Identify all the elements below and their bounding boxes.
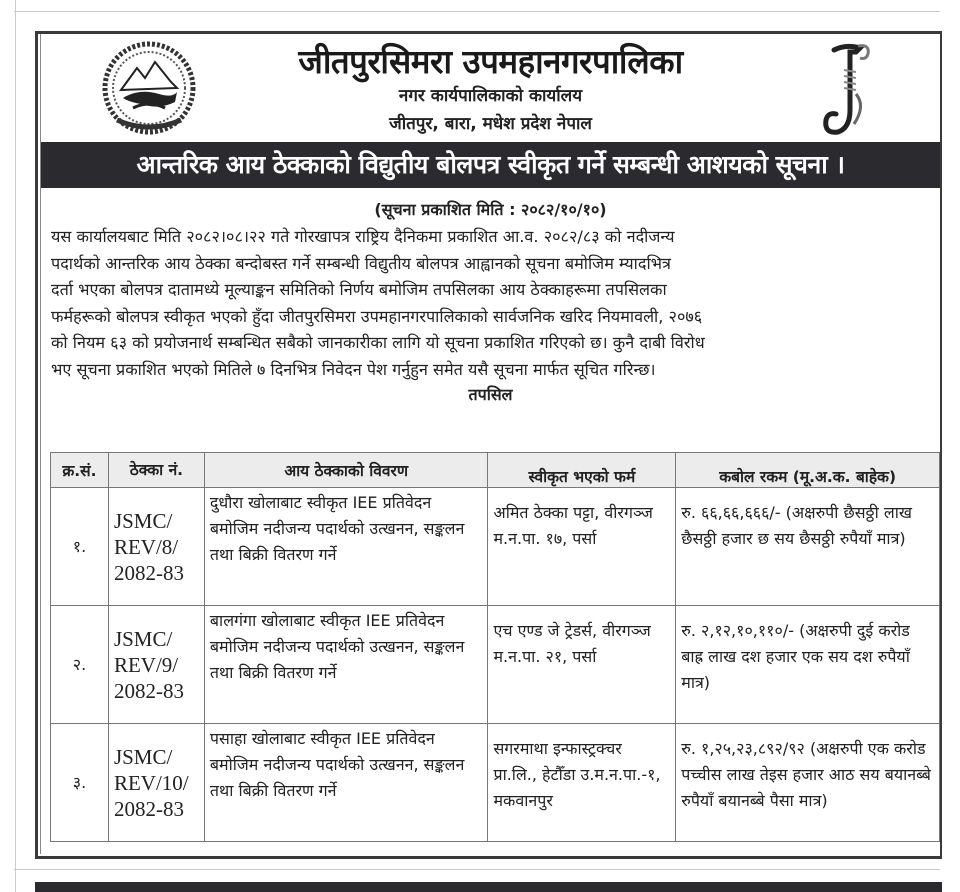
office-address: जीतपुर, बारा, मधेश प्रदेश नेपाल [389,114,592,134]
header-firm: स्वीकृत भएको फर्म [488,453,676,488]
cell-firm: अमित ठेक्का पट्टा, वीरगञ्ज म.न.पा. १७, पर्सा [488,488,676,606]
page-rule-bottom [14,869,940,870]
cell-description: दुधौरा खोलाबाट स्वीकृत IEE प्रतिवेदन बमोजिम नदीजन्य पदार्थको उत्खनन, सङ्कलन तथा बिक्री वितरण गर्ने [204,488,488,606]
cell-contract-no: JSMC/ REV/10/ 2082-83 [108,724,204,842]
cell-firm: सगरमाथा इन्फास्ट्रक्चर प्रा.लि., हेटौँडा उ.म.न.पा.-१, मकवानपुर [488,724,676,842]
page-rule-top [14,11,940,12]
notice-header [41,34,940,142]
office-name: नगर कार्यपालिकाको कार्यालय [398,86,583,106]
body-line: भए सूचना प्रकाशित भएको मितिले ७ दिनभित्र निवेदन पेश गर्नुहुन समेत यसै सूचना मार्फत सूचित गरिन्छ। [51,359,656,379]
header-amount: कबोल रकम (मू.अ.क. बाहेक) [676,453,940,488]
cell-serial: २. [51,606,109,724]
header-serial: क्र.सं. [51,453,109,488]
body-line: यस कार्यालयबाट मिति २०८२।०८।२२ गते गोरखापत्र राष्ट्रिय दैनिकमा प्रकाशित आ.व. २०८२/८३ को नदीजन्य [51,227,675,246]
cell-amount: रु. २,१२,१०,११०/- (अक्षरुपी दुई करोड बाह्र लाख दश हजार एक सय दश रुपैयाँ मात्र) [676,606,940,724]
publication-date: (सूचना प्रकाशित मिति : २०८२/१०/१०) [374,200,607,219]
cell-amount: रु. १,२५,२३,८९२/९२ (अक्षरुपी एक करोड पच्चीस लाख तेइस हजार आठ सय बयानब्बे रुपैयाँ बयानब्बे पैसा मात्र) [676,724,940,842]
header-description: आय ठेक्काको विवरण [204,453,488,488]
cell-description: पसाहा खोलाबाट स्वीकृत IEE प्रतिवेदन बमोजिम नदीजन्य पदार्थको उत्खनन, सङ्कलन तथा बिक्री वितरण गर्ने [204,724,488,842]
cell-description: बालगंगा खोलाबाट स्वीकृत IEE प्रतिवेदन बमोजिम नदीजन्य पदार्थको उत्खनन, सङ्कलन तथा बिक्री वितरण गर्ने [204,606,488,724]
page-rule-left [15,0,16,892]
cell-serial: १. [51,488,109,606]
org-name: जीतपुरसिमरा उपमहानगरपालिका [298,42,683,81]
notice-title: आन्तरिक आय ठेक्काको विद्युतीय बोलपत्र स्वीकृत गर्ने सम्बन्धी आशयको सूचना । [41,142,940,188]
cell-contract-no: JSMC/ REV/9/ 2082-83 [108,606,204,724]
notice-body [41,224,940,383]
body-line: फर्महरूको बोलपत्र स्वीकृत भएको हुँदा जीतपुरसिमरा उपमहानगरपालिकाको सार्वजनिक खरिद नियमावली, २०७६ [51,306,703,326]
table-header-row [51,453,940,488]
body-line: को नियम ६३ को प्रयोजनार्थ सम्बन्धित सबैको जानकारीका लागि यो सूचना प्रकाशित गरिएको छ। कुनै दाबी विरोध [51,333,705,352]
cell-amount: रु. ६६,६६,६६६/- (अक्षरुपी छैसठ्ठी लाख छैसठ्ठी हजार छ सय छैसठ्ठी रुपैयाँ मात्र) [676,488,940,606]
cell-serial: ३. [51,724,109,842]
next-notice-bar [35,882,942,892]
table-row [51,724,940,842]
table-row [51,606,940,724]
body-line: पदार्थको आन्तरिक आय ठेक्का बन्दोबस्त गर्ने सम्बन्धी विद्युतीय बोलपत्र आह्वानको सूचना बमोजिम म्यादभित्र [51,253,671,273]
schedule-table [50,452,940,842]
municipality-logo-icon [816,40,886,138]
notice-inner [40,34,940,854]
body-line: दर्ता भएका बोलपत्र दातामध्ये मूल्याङ्कन समितिको निर्णय बमोजिम तपसिलका आय ठेक्काहरूमा तपसिलका [51,280,667,299]
schedule-label: तपसिल [468,385,513,404]
cell-firm: एच एण्ड जे ट्रेडर्स, वीरगञ्ज म.न.पा. २१, पर्सा [488,606,676,724]
cell-contract-no: JSMC/ REV/8/ 2082-83 [108,488,204,606]
notice-box [35,31,942,859]
table-row [51,488,940,606]
header-contract-no: ठेक्का नं. [108,453,204,488]
